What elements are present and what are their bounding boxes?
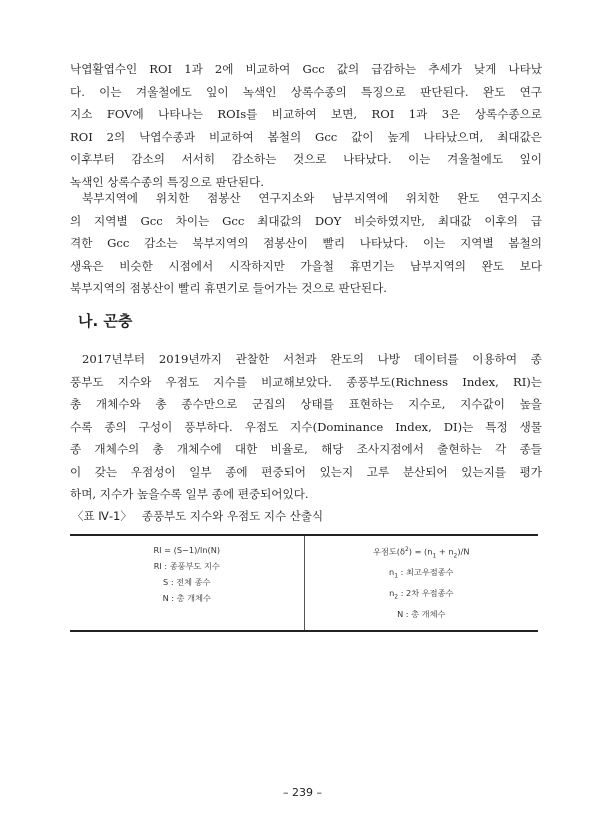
richness-formula: RI = (S−1)/ln(N): [153, 545, 221, 555]
richness-formula-column: [70, 536, 304, 630]
text-line: 하며, 지수가 높을수록 일부 종에 편중되어있다.: [70, 487, 309, 501]
text-line: 2017년부터 2019년까지 관찰한 서천과 완도의 나방 데이터를 이용하여 종: [82, 352, 542, 366]
text-line: 지소 FOV에 나타나는 ROIs를 비교하여 보면, ROI 1과 3은 상록수종으로: [70, 107, 542, 121]
text-line: 이후부터 감소의 서서히 감소하는 것으로 나타났다. 이는 겨울철에도 잎이: [70, 152, 542, 166]
text-line: 북부지역에 위치한 점봉산 연구지소와 남부지역에 위치한 완도 연구지소: [82, 191, 542, 205]
text-line: 격한 Gcc 감소는 북부지역의 점봉산이 빨리 나타났다. 이는 지역별 봄철의: [70, 236, 542, 250]
text-line: 다. 이는 겨울철에도 잎이 녹색인 상록수종의 특징으로 판단된다. 완도 연구: [70, 84, 542, 99]
text-line: 풍부도 지수와 우점도 지수를 비교해보았다. 종풍부도(Richness Index, RI)는: [70, 374, 542, 389]
richness-def-n: N : 총 개체수: [162, 593, 211, 603]
text-line: 수록 종의 구성이 풍부하다. 우점도 지수(Dominance Index, DI)는 특정 생물: [70, 419, 542, 434]
text-line: 녹색인 상록수종의 특징으로 판단된다.: [70, 174, 264, 189]
page-number: – 239 –: [283, 786, 322, 799]
text-line: 의 지역별 Gcc 차이는 Gcc 최대값의 DOY 비슷하였지만, 최대값 이후의 급: [70, 213, 542, 228]
text-line: 북부지역의 점봉산이 빨리 휴면기로 들어가는 것으로 판단된다.: [70, 281, 387, 295]
dominance-def-n2: $n_2$ : 2차 우점종수: [389, 588, 454, 601]
richness-def-ri: RI : 종풍부도 지수: [153, 561, 220, 571]
paragraph-regional-gcc: [70, 187, 542, 300]
dominance-def-n: N : 총 개체수: [397, 608, 446, 619]
text-line: ROI 2의 낙엽수종과 비교하여 봄철의 Gcc 값이 높게 나타났으며, 최대값은: [70, 129, 542, 144]
table-caption: [72, 508, 323, 524]
richness-def-s: S : 전체 종수: [163, 577, 211, 587]
paragraph-insect-indices: [70, 348, 542, 506]
paragraph-gcc-wando: [70, 58, 542, 193]
table-caption-title: 종풍부도 지수와 우점도 지수 산출식: [141, 509, 324, 523]
dominance-formula-column: [304, 536, 539, 630]
dominance-formula: 우점도$(\delta^2) = (n_1 + n_2)/N$: [373, 546, 470, 560]
text-line: 총 개체수와 총 종수만으로 군집의 상태를 표현하는 지수로, 지수값이 높을: [70, 397, 542, 411]
text-line: 종 개체수의 총 개체수에 대한 비율로, 해당 조사지점에서 출현하는 각 종들: [70, 442, 542, 456]
dominance-def-n1: $n_1$ : 최고우점종수: [389, 567, 454, 581]
text-line: 낙엽활엽수인 ROI 1과 2에 비교하여 Gcc 값의 급감하는 추세가 낮게 나타났: [70, 62, 542, 76]
table-caption-label: 〈표 Ⅳ-1〉: [72, 509, 132, 523]
text-line: 생육은 비슷한 시점에서 시작하지만 가을철 휴면기는 남부지역의 완도 보다: [70, 258, 542, 273]
formula-table: [70, 534, 538, 632]
section-title: 나. 곤충: [78, 312, 133, 330]
text-line: 이 갖는 우점성이 일부 종에 편중되어 있는지 고루 분산되어 있는지를 평가: [70, 464, 542, 479]
